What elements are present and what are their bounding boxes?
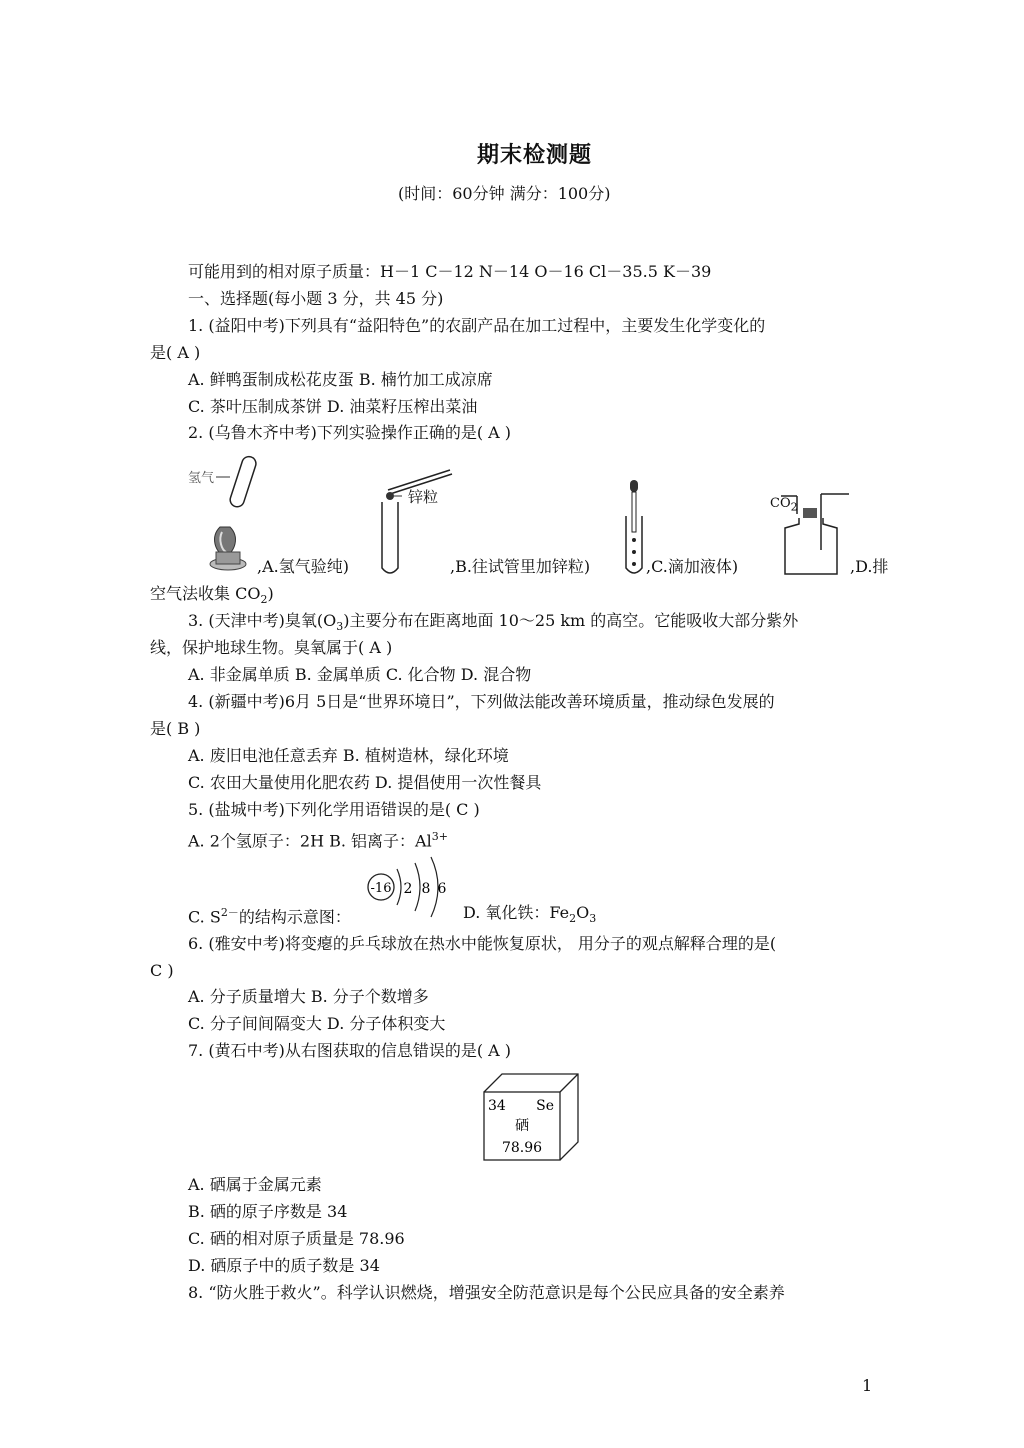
page-number: 1 (862, 1376, 873, 1395)
page-subtitle: (时间：60分钟 满分：100分) (398, 184, 611, 203)
q6-options-line1: A. 分子质量增大 B. 分子个数增多 (188, 987, 429, 1006)
shell2-electrons: 8 (421, 881, 431, 897)
zinc-label: 锌粒 (408, 488, 439, 506)
hydrogen-label: 氢气 (188, 471, 215, 486)
sulfur-ion-structure-diagram (365, 855, 455, 919)
q4-options-line1: A. 废旧电池任意丢弃 B. 植树造林，绿化环境 (188, 746, 509, 765)
shell3-electrons: 6 (437, 881, 447, 897)
q4-stem-line2: 是( B ) (150, 719, 201, 738)
q6-stem-line1: 6. (雅安中考)将变瘪的乒乓球放在热水中能恢复原状， 用分子的观点解释合理的是( (188, 934, 777, 953)
q2-option-d: ,D.排 (850, 557, 889, 576)
q3-stem-line2: 线，保护地球生物。臭氧属于( A ) (150, 638, 393, 657)
q2-option-b: ,B.往试管里加锌粒) (450, 557, 591, 576)
q2-option-d-cont: 空气法收集 $CO_2$) (150, 584, 274, 607)
q5-option-c: C. $S^{2-}$的结构示意图： (188, 906, 351, 927)
shell1-electrons: 2 (403, 881, 413, 897)
section-heading: 一、选择题(每小题 3 分，共 45 分) (188, 289, 444, 308)
q2-option-a: ,A.氢气验纯) (257, 557, 349, 576)
q6-options-line2: C. 分子间间隔变大 D. 分子体积变大 (188, 1014, 446, 1033)
q7-stem: 7. (黄石中考)从右图获取的信息错误的是( A ) (188, 1041, 512, 1060)
q6-stem-line2: C ) (150, 961, 174, 980)
q3-stem-line1: 3. (天津中考)臭氧$(O_3)$主要分布在距离地面 10～25 km 的高空。它能吸收大部分紫外 (188, 611, 799, 634)
q8-stem-line1: 8. “防火胜于救火”。科学认识燃烧，增强安全防范意识是每个公民应具备的安全素养 (188, 1283, 785, 1302)
atomic-masses: 可能用到的相对原子质量：H－1 C－12 N－14 O－16 Cl－35.5 K－39 (188, 262, 712, 281)
page-title: 期末检测题 (477, 142, 593, 168)
q2-stem: 2. (乌鲁木齐中考)下列实验操作正确的是( A ) (188, 423, 512, 442)
q5-options-line1: A. 2个氢原子：2H B. 铝离子：$Al^{3+}$ (188, 830, 448, 851)
co2-label: $CO_2$ (770, 496, 798, 514)
q1-stem-line2: 是( A ) (150, 343, 201, 362)
q3-options: A. 非金属单质 B. 金属单质 C. 化合物 D. 混合物 (188, 665, 532, 684)
q1-stem-line1: 1. (益阳中考)下列具有“益阳特色”的农副产品在加工过程中，主要发生化学变化的 (188, 316, 766, 335)
q7-option-c: C. 硒的相对原子质量是 78.96 (188, 1229, 405, 1248)
atomic-number: 34 (488, 1098, 506, 1114)
element-symbol: Se (536, 1098, 554, 1114)
atomic-mass: 78.96 (501, 1140, 543, 1156)
element-name: 硒 (515, 1118, 529, 1134)
q2-option-c: ,C.滴加液体) (646, 557, 739, 576)
q5-stem: 5. (盐城中考)下列化学用语错误的是( C ) (188, 800, 480, 819)
q1-options-line1: A. 鲜鸭蛋制成松花皮蛋 B. 楠竹加工成凉席 (188, 370, 493, 389)
q4-stem-line1: 4. (新疆中考)6月 5日是“世界环境日”，下列做法能改善环境质量，推动绿色发展的 (188, 692, 775, 711)
selenium-element-card (480, 1072, 580, 1164)
q5-option-d: D. 氧化铁：$Fe_2O_3$ (463, 903, 597, 926)
q7-option-d: D. 硒原子中的质子数是 34 (188, 1256, 380, 1275)
q7-option-b: B. 硒的原子序数是 34 (188, 1202, 348, 1221)
nucleus-charge: -16 (370, 881, 392, 896)
q4-options-line2: C. 农田大量使用化肥农药 D. 提倡使用一次性餐具 (188, 773, 542, 792)
q1-options-line2: C. 茶叶压制成茶饼 D. 油菜籽压榨出菜油 (188, 397, 478, 416)
q7-option-a: A. 硒属于金属元素 (188, 1175, 322, 1194)
